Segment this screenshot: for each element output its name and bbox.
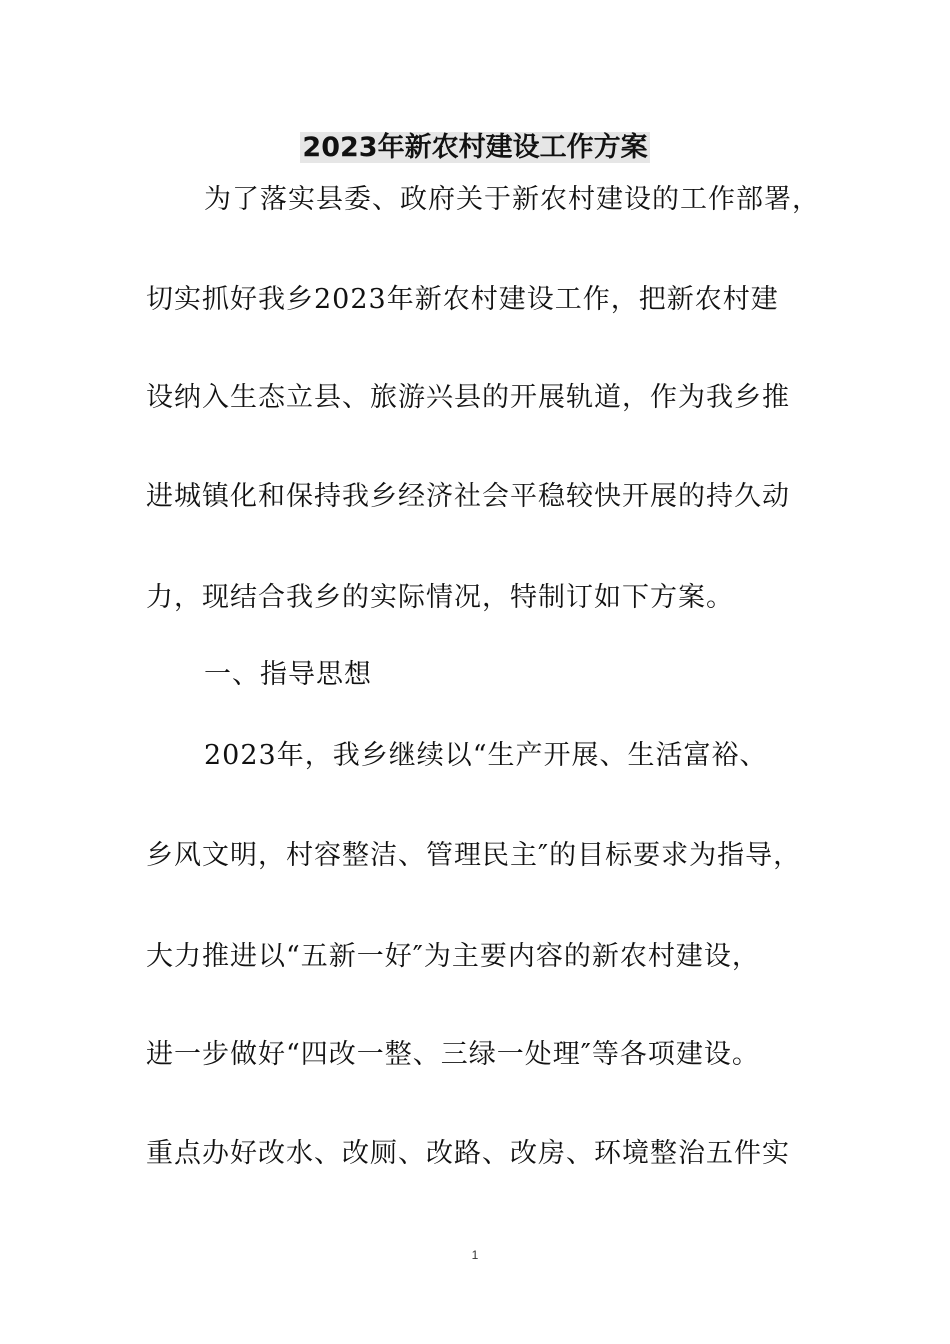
document-title-text: 2023年新农村建设工作方案 <box>302 132 648 163</box>
document-title <box>0 128 950 168</box>
paragraph-line: 重点办好改水、改厕、改路、改房、环境整治五件实 <box>146 1138 790 1169</box>
paragraph-line: 设纳入生态立县、旅游兴县的开展轨道，作为我乡推 <box>146 382 790 413</box>
page-number: 1 <box>471 1248 479 1262</box>
paragraph-line: 切实抓好我乡2023年新农村建设工作，把新农村建 <box>146 284 779 315</box>
paragraph-line: 2023年，我乡继续以“生产开展、生活富裕、 <box>204 740 768 771</box>
section-heading: 一、指导思想 <box>204 659 372 690</box>
paragraph-line: 力，现结合我乡的实际情况，特制订如下方案。 <box>146 582 734 613</box>
paragraph-line: 大力推进以“五新一好″为主要内容的新农村建设， <box>146 941 760 972</box>
paragraph-line: 乡风文明，村容整洁、管理民主″的目标要求为指导， <box>146 840 802 871</box>
paragraph-line: 进城镇化和保持我乡经济社会平稳较快开展的持久动 <box>146 481 790 512</box>
paragraph-line: 进一步做好“四改一整、三绿一处理″等各项建设。 <box>146 1039 760 1070</box>
paragraph-line: 为了落实县委、政府关于新农村建设的工作部署， <box>204 184 820 215</box>
